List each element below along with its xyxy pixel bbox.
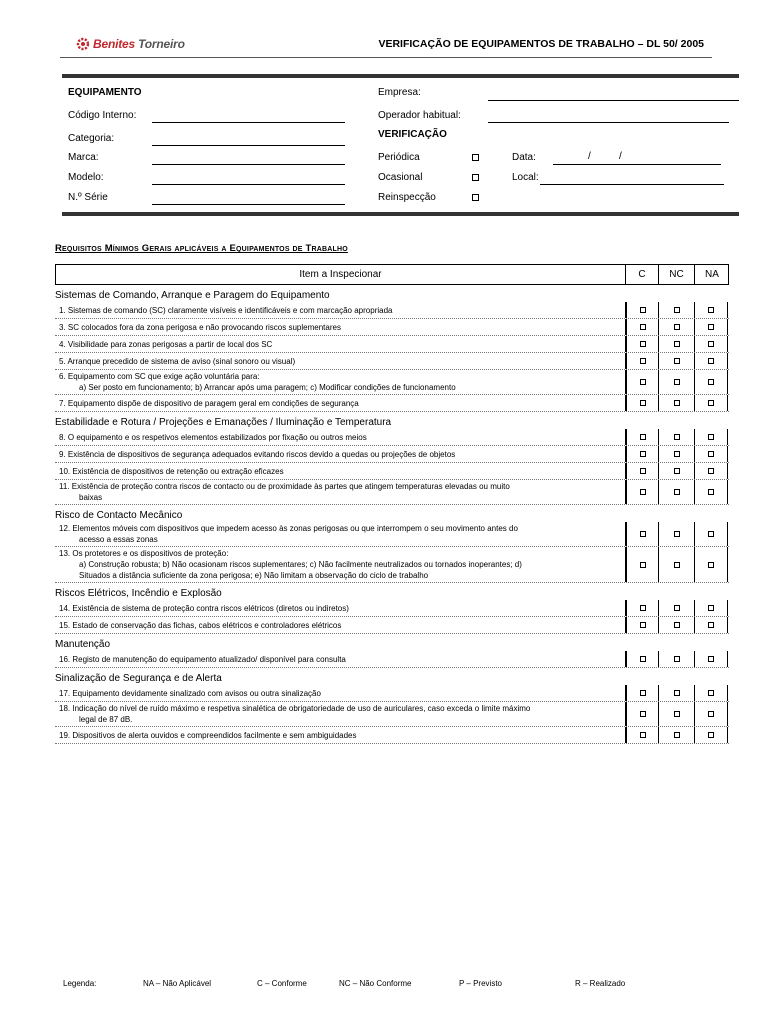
verificacao-label: VERIFICAÇÃO [378,129,447,140]
operador-field[interactable] [488,122,729,123]
column-header-c: C [626,265,659,284]
table-body [55,285,729,744]
item-text-line: 9. Existência de dispositivos de segurança adequados evitando riscos devido a quedas ou projeções de objetos [59,449,456,459]
checkbox-nc[interactable] [674,489,680,495]
cell-na [694,429,728,445]
checkbox-c[interactable] [640,434,646,440]
legend-c: C – Conforme [257,979,307,988]
checkbox-na[interactable] [708,562,714,568]
item-text-line: 8. O equipamento e os respetivos elementos estabilizados por fixação ou outros meios [59,432,367,442]
legend-r: R – Realizado [575,979,626,988]
cell-na [694,370,728,394]
item-text-line: a) Construção robusta; b) Não ocasionam riscos suplementares; c) Não facilmente neutralizados ou tornados inoperantes; d) [79,560,522,569]
cell-c [625,370,658,394]
data-field[interactable] [553,164,721,165]
table-row [55,319,729,336]
cell-na [694,319,728,335]
checkbox-na[interactable] [708,307,714,313]
cell-nc [658,547,694,582]
table-row [55,651,729,668]
cell-nc [658,685,694,701]
checkbox-nc[interactable] [674,732,680,738]
legend-na: NA – Não Aplicável [143,979,212,988]
checkbox-c[interactable] [640,605,646,611]
section-title: Risco de Contacto Mecânico [55,510,183,521]
cell-c [625,480,658,504]
checkbox-c[interactable] [640,622,646,628]
checkbox-c[interactable] [640,732,646,738]
table-row [55,685,729,702]
table-row [55,429,729,446]
table-row [55,336,729,353]
cell-c [625,727,658,743]
serie-label: N.º Série [68,192,108,203]
checkbox-c[interactable] [640,379,646,385]
codigo-interno-label: Código Interno: [68,110,137,121]
checkbox-na[interactable] [708,434,714,440]
item-text-line: legal de 87 dB. [79,715,133,724]
cell-na [694,446,728,462]
item-text [59,446,619,462]
item-text-line: 19. Dispositivos de alerta ouvidos e compreendidos facilmente e sem ambiguidades [59,730,357,740]
item-text [59,370,619,394]
inspection-table [55,264,729,744]
cell-nc [658,446,694,462]
checkbox-c[interactable] [640,307,646,313]
cell-na [694,395,728,411]
checkbox-c[interactable] [640,656,646,662]
checkbox-c[interactable] [640,562,646,568]
cell-nc [658,727,694,743]
checkbox-na[interactable] [708,732,714,738]
cell-nc [658,463,694,479]
checkbox-c[interactable] [640,531,646,537]
item-text [59,651,619,667]
item-text-line: 6. Equipamento com SC que exige ação voluntária para: [59,372,260,381]
table-row [55,547,729,583]
cell-c [625,600,658,616]
checkbox-na[interactable] [708,711,714,717]
table-row [55,353,729,370]
serie-field[interactable] [152,204,345,205]
cell-c [625,429,658,445]
cell-na [694,600,728,616]
legend-nc: NC – Não Conforme [339,979,412,988]
checkbox-na[interactable] [708,379,714,385]
section-title: Riscos Elétricos, Incêndio e Explosão [55,588,222,599]
item-text [59,463,619,479]
table-row [55,522,729,547]
checkbox-c[interactable] [640,451,646,457]
local-label: Local: [512,172,539,183]
item-text [59,429,619,445]
reinspeccao-checkbox[interactable] [472,194,479,201]
cell-c [625,336,658,352]
cell-nc [658,429,694,445]
cell-na [694,463,728,479]
cell-nc [658,702,694,726]
table-header [55,264,729,285]
table-row [55,463,729,480]
table-row [55,480,729,505]
cell-na [694,302,728,318]
periodica-checkbox[interactable] [472,154,479,161]
checkbox-c[interactable] [640,489,646,495]
checkbox-nc[interactable] [674,711,680,717]
marca-field[interactable] [152,164,345,165]
item-text [59,480,619,504]
cell-nc [658,522,694,546]
cell-na [694,522,728,546]
item-text-line: 16. Registo de manutenção do equipamento atualizado/ disponível para consulta [59,654,346,664]
ocasional-label: Ocasional [378,172,423,183]
page-title: VERIFICAÇÃO DE EQUIPAMENTOS DE TRABALHO – DL 50/ 2005 [378,38,704,50]
cell-na [694,547,728,582]
table-row [55,617,729,634]
checkbox-nc[interactable] [674,531,680,537]
item-text-line: 15. Estado de conservação das fichas, cabos elétricos e controladores elétricos [59,620,342,630]
cell-c [625,651,658,667]
checkbox-c[interactable] [640,690,646,696]
cell-c [625,395,658,411]
legend-p: P – Previsto [459,979,502,988]
bottom-divider [62,212,739,216]
checkbox-na[interactable] [708,489,714,495]
item-text-line: 18. Indicação do nível de ruído máximo e respetiva sinalética de obrigatoriedade de uso de auriculares, caso exceda o limite máximo [59,704,531,713]
checkbox-c[interactable] [640,324,646,330]
table-row [55,446,729,463]
checkbox-nc[interactable] [674,690,680,696]
checkbox-nc[interactable] [674,341,680,347]
checkbox-nc[interactable] [674,468,680,474]
item-text-line: 4. Visibilidade para zonas perigosas a partir de local dos SC [59,339,273,349]
checkbox-nc[interactable] [674,451,680,457]
section-title: Sinalização de Segurança e de Alerta [55,673,222,684]
column-header-na: NA [705,269,719,280]
modelo-field[interactable] [152,184,345,185]
item-text [59,600,619,616]
cell-c [625,302,658,318]
checkbox-nc[interactable] [674,324,680,330]
item-text-line: 3. SC colocados fora da zona perigosa e não provocando riscos suplementares [59,322,341,332]
item-text [59,727,619,743]
checkbox-nc[interactable] [674,656,680,662]
checkbox-na[interactable] [708,324,714,330]
cell-na [694,685,728,701]
empresa-label: Empresa: [378,87,421,98]
operador-label: Operador habitual: [378,110,461,121]
cell-nc [658,370,694,394]
checkbox-na[interactable] [708,656,714,662]
cell-c [625,353,658,369]
item-text-line: 11. Existência de proteção contra riscos de contacto ou de proximidade às partes que atingem temperaturas elevadas ou muito [59,482,510,491]
cell-nc [658,395,694,411]
checkbox-na[interactable] [708,622,714,628]
column-header-item: Item a Inspecionar [56,265,626,284]
checkbox-c[interactable] [640,711,646,717]
checkbox-na[interactable] [708,605,714,611]
cell-c [625,522,658,546]
section-title: Manutenção [55,639,111,650]
categoria-field[interactable] [152,145,345,146]
item-text [59,395,619,411]
item-text-line: acesso a essas zonas [79,535,158,544]
checkbox-na[interactable] [708,358,714,364]
cell-na [694,336,728,352]
checkbox-nc[interactable] [674,622,680,628]
cell-c [625,547,658,582]
codigo-interno-field[interactable] [152,122,345,123]
checkbox-nc[interactable] [674,605,680,611]
checkbox-nc[interactable] [674,379,680,385]
date-separator-1: / [588,151,591,162]
section-title: Estabilidade e Rotura / Projeções e Emanações / Iluminação e Temperatura [55,417,392,428]
checkbox-na[interactable] [708,531,714,537]
item-text [59,336,619,352]
cell-nc [658,617,694,633]
reinspeccao-label: Reinspecção [378,192,436,203]
local-field[interactable] [540,184,724,185]
checkbox-nc[interactable] [674,562,680,568]
item-text-line: 7. Equipamento dispõe de dispositivo de paragem geral em condições de segurança [59,398,359,408]
cell-nc [658,336,694,352]
checkbox-nc[interactable] [674,307,680,313]
item-text-line: 1. Sistemas de comando (SC) claramente visíveis e identificáveis e com marcação apropriada [59,305,393,315]
item-text-line: 13. Os protetores e os dispositivos de proteção: [59,549,229,558]
checkbox-c[interactable] [640,358,646,364]
company-logo [76,37,185,51]
checkbox-c[interactable] [640,468,646,474]
item-text [59,522,619,546]
legend-label: Legenda: [63,979,97,988]
item-text-line: a) Ser posto em funcionamento; b) Arrancar após uma paragem; c) Modificar condições de funcionamento [79,383,456,392]
checkbox-na[interactable] [708,690,714,696]
item-text-line: 12. Elementos móveis com dispositivos que impedem acesso às zonas perigosas ou que interrompem o seu movimento antes do [59,524,518,533]
item-text [59,547,619,582]
checkbox-c[interactable] [640,341,646,347]
item-text-line: Situados a distância suficiente da zona perigosa; e) Não limitam a observação do ciclo de trabalho [79,571,429,580]
marca-label: Marca: [68,152,99,163]
cell-nc [658,600,694,616]
checkbox-na[interactable] [708,451,714,457]
table-row [55,370,729,395]
cell-nc [658,480,694,504]
table-row [55,600,729,617]
checkbox-c[interactable] [640,400,646,406]
cell-nc [658,353,694,369]
cell-c [625,702,658,726]
cell-na [694,480,728,504]
ocasional-checkbox[interactable] [472,174,479,181]
checkbox-nc[interactable] [674,434,680,440]
document-header [60,30,712,58]
item-text [59,617,619,633]
requirements-title: Requisitos Mínimos Gerais aplicáveis a Equipamentos de Trabalho [55,243,348,254]
modelo-label: Modelo: [68,172,104,183]
cell-c [625,319,658,335]
item-text [59,353,619,369]
table-row [55,702,729,727]
cell-c [625,446,658,462]
cell-na [694,727,728,743]
cell-c [625,463,658,479]
cell-nc [658,651,694,667]
cell-c [625,617,658,633]
equipment-form [62,78,739,214]
checkbox-nc[interactable] [674,400,680,406]
cell-na [694,651,728,667]
cell-na [694,353,728,369]
cell-na [694,702,728,726]
item-text-line: 14. Existência de sistema de proteção contra riscos elétricos (diretos ou indiretos) [59,603,349,613]
table-row [55,302,729,319]
item-text [59,685,619,701]
table-row [55,727,729,744]
date-separator-2: / [619,151,622,162]
data-label: Data: [512,152,536,163]
item-text-line: 5. Arranque precedido de sistema de aviso (sinal sonoro ou visual) [59,356,296,366]
column-header-nc: NC [659,265,695,284]
checkbox-na[interactable] [708,400,714,406]
empresa-field[interactable] [488,100,739,101]
item-text-line: baixas [79,493,103,502]
logo-gear-icon [76,37,90,51]
periodica-label: Periódica [378,152,420,163]
cell-c [625,685,658,701]
equipment-section-label: EQUIPAMENTO [68,87,142,98]
item-text [59,302,619,318]
cell-na [694,617,728,633]
cell-nc [658,319,694,335]
logo-text: Benites Torneiro [93,37,185,51]
section-title: Sistemas de Comando, Arranque e Paragem do Equipamento [55,290,330,301]
item-text [59,319,619,335]
checkbox-nc[interactable] [674,358,680,364]
checkbox-na[interactable] [708,341,714,347]
cell-nc [658,302,694,318]
categoria-label: Categoria: [68,133,115,144]
item-text [59,702,619,726]
item-text-line: 10. Existência de dispositivos de retenção ou extração eficazes [59,466,284,476]
item-text-line: 17. Equipamento devidamente sinalizado com avisos ou outra sinalização [59,688,321,698]
checkbox-na[interactable] [708,468,714,474]
table-row [55,395,729,412]
